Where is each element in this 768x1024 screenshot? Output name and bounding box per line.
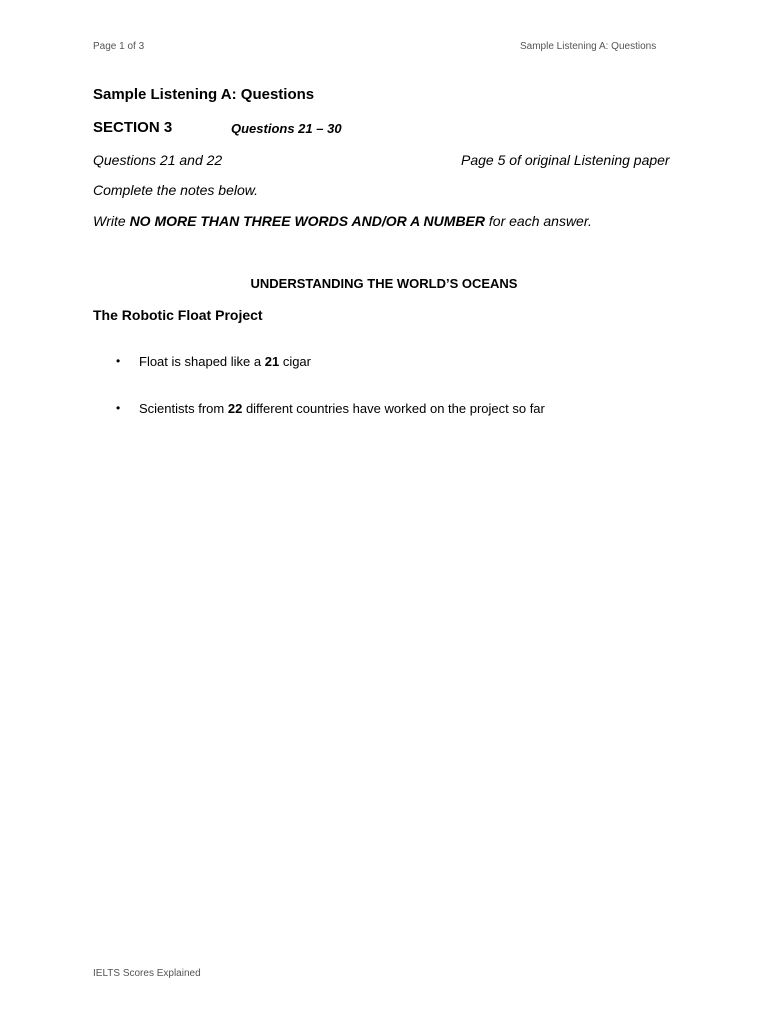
page-title: Sample Listening A: Questions — [93, 86, 315, 103]
page-indicator: Page 1 of 3 — [93, 41, 145, 52]
bullet-marker: • — [116, 354, 121, 368]
instruction-write-prefix: Write — [93, 213, 130, 229]
note-item-text: different countries have worked on the project so far — [242, 401, 545, 416]
original-page-reference: Page 5 of original Listening paper — [461, 152, 670, 168]
instruction-write-limit: NO MORE THAN THREE WORDS AND/OR A NUMBER — [129, 213, 485, 229]
notes-subheading: The Robotic Float Project — [93, 307, 263, 323]
note-item-text: Float is shaped like a — [139, 354, 265, 369]
notes-heading: UNDERSTANDING THE WORLD’S OCEANS — [250, 276, 518, 291]
header-doc-title: Sample Listening A: Questions — [520, 41, 657, 52]
bullet-marker: • — [116, 401, 121, 415]
instruction-complete: Complete the notes below. — [93, 182, 258, 198]
question-number-21: 21 — [264, 354, 280, 369]
section-label: SECTION 3 — [93, 119, 173, 136]
instruction-write — [93, 213, 592, 229]
questions-range: Questions 21 – 30 — [231, 121, 342, 136]
note-item-text: Scientists from — [139, 401, 228, 416]
note-item-21 — [139, 354, 311, 369]
note-item-22 — [139, 401, 545, 416]
questions-subset: Questions 21 and 22 — [93, 152, 223, 168]
note-item-text: cigar — [279, 354, 311, 369]
instruction-write-suffix: for each answer. — [485, 213, 592, 229]
page-footer: IELTS Scores Explained — [93, 968, 201, 979]
question-number-22: 22 — [227, 401, 243, 416]
